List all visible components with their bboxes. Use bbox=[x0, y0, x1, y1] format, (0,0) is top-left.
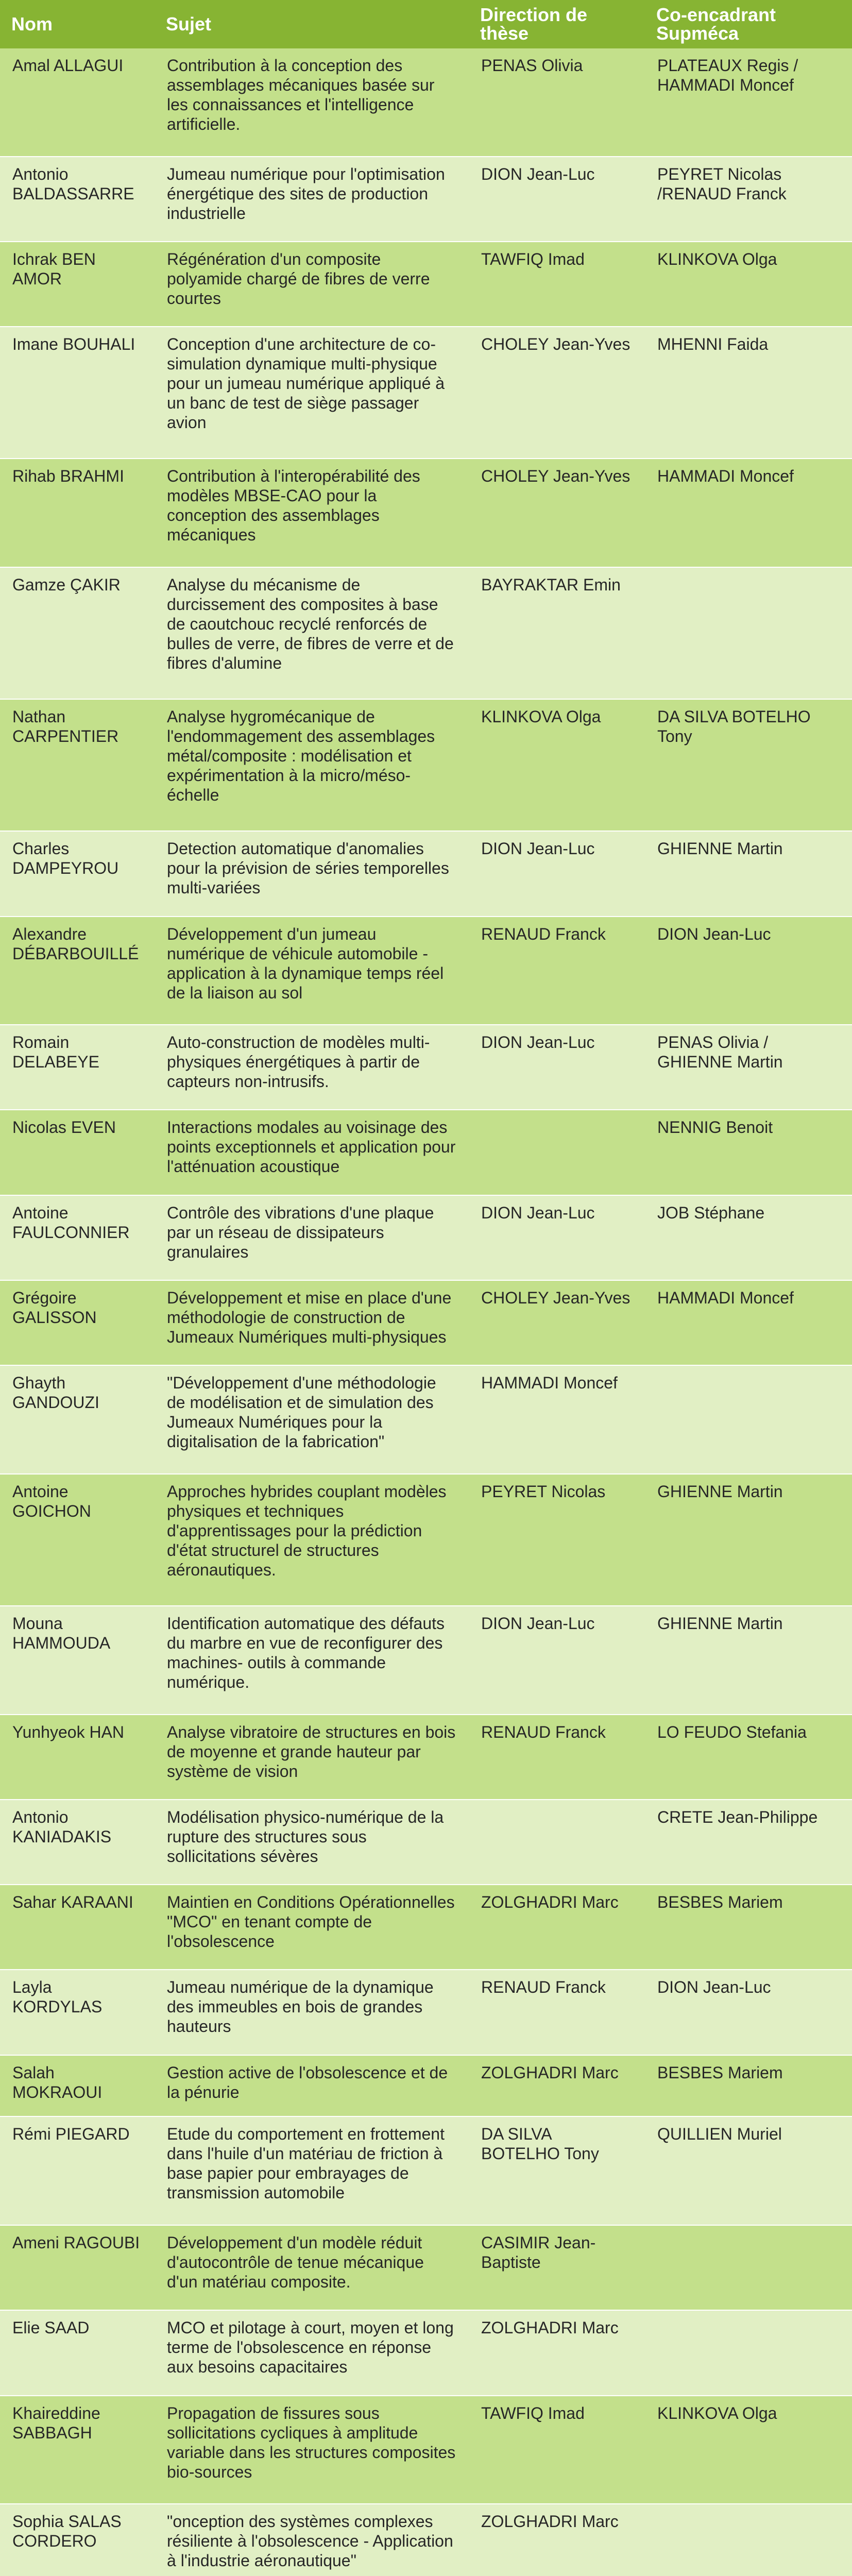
cell-coencadrant: HAMMADI Moncef bbox=[645, 459, 852, 567]
cell-sujet: Jumeau numérique pour l'optimisation énergétique des sites de production industrielle bbox=[155, 157, 469, 242]
cell-sujet: Analyse du mécanisme de durcissement des composites à base de caoutchouc recyclé renforcés de bulles de verre, de fibres de verre et de fibres d'alumine bbox=[155, 567, 469, 699]
cell-coencadrant: KLINKOVA Olga bbox=[645, 2396, 852, 2504]
table-row bbox=[0, 1606, 852, 1715]
cell-coencadrant: QUILLIEN Muriel bbox=[645, 2116, 852, 2225]
cell-sujet: Développement d'un modèle réduit d'autocontrôle de tenue mécanique d'un matériau composite. bbox=[155, 2225, 469, 2310]
cell-direction: DION Jean-Luc bbox=[469, 831, 645, 916]
cell-coencadrant bbox=[645, 2310, 852, 2395]
cell-direction: RENAUD Franck bbox=[469, 917, 645, 1025]
table-row bbox=[0, 327, 852, 459]
cell-nom: Elie SAAD bbox=[0, 2310, 155, 2395]
table-row bbox=[0, 1800, 852, 1885]
table-row bbox=[0, 2055, 852, 2117]
cell-nom: Antoine GOICHON bbox=[0, 1474, 155, 1606]
cell-nom: Charles DAMPEYROU bbox=[0, 831, 155, 916]
table-row bbox=[0, 157, 852, 242]
table-row bbox=[0, 1474, 852, 1606]
cell-coencadrant: GHIENNE Martin bbox=[645, 831, 852, 916]
cell-sujet: "Développement d'une méthodologie de modélisation et de simulation des Jumeaux Numériques pour la digitalisation de la fabrication" bbox=[155, 1365, 469, 1474]
cell-coencadrant: HAMMADI Moncef bbox=[645, 1280, 852, 1365]
cell-sujet: MCO et pilotage à court, moyen et long terme de l'obsolescence en réponse aux besoins capacitaires bbox=[155, 2310, 469, 2395]
header-nom: Nom bbox=[0, 0, 155, 48]
table-row bbox=[0, 2504, 852, 2576]
cell-coencadrant: BESBES Mariem bbox=[645, 2055, 852, 2117]
cell-direction: BAYRAKTAR Emin bbox=[469, 567, 645, 699]
cell-nom: Sahar KARAANI bbox=[0, 1885, 155, 1970]
cell-sujet: Contribution à l'interopérabilité des modèles MBSE-CAO pour la conception des assemblages mécaniques bbox=[155, 459, 469, 567]
table-row bbox=[0, 2310, 852, 2395]
cell-sujet: Jumeau numérique de la dynamique des immeubles en bois de grandes hauteurs bbox=[155, 1970, 469, 2055]
cell-sujet: Modélisation physico-numérique de la rupture des structures sous sollicitations sévères bbox=[155, 1800, 469, 1885]
cell-coencadrant: GHIENNE Martin bbox=[645, 1606, 852, 1715]
table-row bbox=[0, 242, 852, 327]
header-direction: Direction de thèse bbox=[469, 0, 645, 48]
cell-nom: Sophia SALAS CORDERO bbox=[0, 2504, 155, 2576]
table-row bbox=[0, 2396, 852, 2504]
table-row bbox=[0, 831, 852, 916]
table-row bbox=[0, 1110, 852, 1195]
cell-coencadrant: DA SILVA BOTELHO Tony bbox=[645, 699, 852, 831]
cell-direction: DA SILVA BOTELHO Tony bbox=[469, 2116, 645, 2225]
cell-sujet: Développement d'un jumeau numérique de véhicule automobile - application à la dynamique temps réel de la liaison au sol bbox=[155, 917, 469, 1025]
cell-nom: Antonio KANIADAKIS bbox=[0, 1800, 155, 1885]
cell-sujet: Etude du comportement en frottement dans l'huile d'un matériau de friction à base papier pour embrayages de transmission automobile bbox=[155, 2116, 469, 2225]
cell-coencadrant: CRETE Jean-Philippe bbox=[645, 1800, 852, 1885]
cell-sujet: Développement et mise en place d'une méthodologie de construction de Jumeaux Numériques multi-physiques bbox=[155, 1280, 469, 1365]
cell-direction: DION Jean-Luc bbox=[469, 1606, 645, 1715]
table-row bbox=[0, 459, 852, 567]
cell-direction: ZOLGHADRI Marc bbox=[469, 2310, 645, 2395]
cell-sujet: Maintien en Conditions Opérationnelles "MCO" en tenant compte de l'obsolescence bbox=[155, 1885, 469, 1970]
cell-coencadrant bbox=[645, 2225, 852, 2310]
cell-sujet: Gestion active de l'obsolescence et de la pénurie bbox=[155, 2055, 469, 2117]
cell-nom: Salah MOKRAOUI bbox=[0, 2055, 155, 2117]
cell-sujet: Contrôle des vibrations d'une plaque par un réseau de dissipateurs granulaires bbox=[155, 1195, 469, 1280]
cell-sujet: Identification automatique des défauts du marbre en vue de reconfigurer des machines- outils à commande numérique. bbox=[155, 1606, 469, 1715]
table-row bbox=[0, 1280, 852, 1365]
cell-direction: ZOLGHADRI Marc bbox=[469, 1885, 645, 1970]
cell-nom: Amal ALLAGUI bbox=[0, 48, 155, 157]
cell-direction: KLINKOVA Olga bbox=[469, 699, 645, 831]
cell-direction: PENAS Olivia bbox=[469, 48, 645, 157]
cell-coencadrant: MHENNI Faida bbox=[645, 327, 852, 459]
cell-direction: CASIMIR Jean-Baptiste bbox=[469, 2225, 645, 2310]
cell-sujet: Analyse hygromécanique de l'endommagement des assemblages métal/composite : modélisation et expérimentation à la micro/méso-échelle bbox=[155, 699, 469, 831]
cell-direction: DION Jean-Luc bbox=[469, 1195, 645, 1280]
cell-coencadrant: KLINKOVA Olga bbox=[645, 242, 852, 327]
cell-coencadrant: LO FEUDO Stefania bbox=[645, 1715, 852, 1800]
cell-coencadrant: PENAS Olivia / GHIENNE Martin bbox=[645, 1025, 852, 1110]
table-row bbox=[0, 48, 852, 157]
cell-nom: Ichrak BEN AMOR bbox=[0, 242, 155, 327]
cell-coencadrant: GHIENNE Martin bbox=[645, 1474, 852, 1606]
cell-sujet: Approches hybrides couplant modèles physiques et techniques d'apprentissages pour la prédiction d'état structurel de structures aéronautiques. bbox=[155, 1474, 469, 1606]
cell-sujet: Interactions modales au voisinage des points exceptionnels et application pour l'atténuation acoustique bbox=[155, 1110, 469, 1195]
table-row bbox=[0, 1885, 852, 1970]
cell-coencadrant: NENNIG Benoit bbox=[645, 1110, 852, 1195]
cell-direction bbox=[469, 1110, 645, 1195]
cell-direction: RENAUD Franck bbox=[469, 1970, 645, 2055]
table-row bbox=[0, 1195, 852, 1280]
cell-sujet: Auto-construction de modèles multi-physiques énergétiques à partir de capteurs non-intrusifs. bbox=[155, 1025, 469, 1110]
cell-sujet: Conception d'une architecture de co-simulation dynamique multi-physique pour un jumeau numérique appliqué à un banc de test de siège passager avion bbox=[155, 327, 469, 459]
cell-nom: Nathan CARPENTIER bbox=[0, 699, 155, 831]
table-row bbox=[0, 1365, 852, 1474]
cell-nom: Khaireddine SABBAGH bbox=[0, 2396, 155, 2504]
cell-nom: Alexandre DÉBARBOUILLÉ bbox=[0, 917, 155, 1025]
cell-direction: ZOLGHADRI Marc bbox=[469, 2055, 645, 2117]
cell-direction bbox=[469, 1800, 645, 1885]
cell-direction: DION Jean-Luc bbox=[469, 1025, 645, 1110]
table-body bbox=[0, 48, 852, 2576]
cell-direction: CHOLEY Jean-Yves bbox=[469, 327, 645, 459]
cell-sujet: Régénération d'un composite polyamide chargé de fibres de verre courtes bbox=[155, 242, 469, 327]
cell-coencadrant bbox=[645, 1365, 852, 1474]
cell-direction: HAMMADI Moncef bbox=[469, 1365, 645, 1474]
cell-coencadrant bbox=[645, 2504, 852, 2576]
cell-coencadrant: JOB Stéphane bbox=[645, 1195, 852, 1280]
cell-direction: RENAUD Franck bbox=[469, 1715, 645, 1800]
cell-coencadrant: BESBES Mariem bbox=[645, 1885, 852, 1970]
cell-nom: Layla KORDYLAS bbox=[0, 1970, 155, 2055]
table-row bbox=[0, 2116, 852, 2225]
cell-nom: Nicolas EVEN bbox=[0, 1110, 155, 1195]
cell-coencadrant: PLATEAUX Regis / HAMMADI Moncef bbox=[645, 48, 852, 157]
cell-sujet: Analyse vibratoire de structures en bois de moyenne et grande hauteur par système de vision bbox=[155, 1715, 469, 1800]
cell-nom: Antoine FAULCONNIER bbox=[0, 1195, 155, 1280]
cell-nom: Imane BOUHALI bbox=[0, 327, 155, 459]
table-row bbox=[0, 567, 852, 699]
header-coencadrant: Co-encadrant Supméca bbox=[645, 0, 852, 48]
cell-sujet: Contribution à la conception des assemblages mécaniques basée sur les connaissances et l'intelligence artificielle. bbox=[155, 48, 469, 157]
cell-nom: Grégoire GALISSON bbox=[0, 1280, 155, 1365]
table-row bbox=[0, 1715, 852, 1800]
cell-nom: Mouna HAMMOUDA bbox=[0, 1606, 155, 1715]
header-sujet: Sujet bbox=[155, 0, 469, 48]
cell-nom: Yunhyeok HAN bbox=[0, 1715, 155, 1800]
cell-sujet: Propagation de fissures sous sollicitations cycliques à amplitude variable dans les structures composites bio-sources bbox=[155, 2396, 469, 2504]
cell-nom: Rémi PIEGARD bbox=[0, 2116, 155, 2225]
table-row bbox=[0, 917, 852, 1025]
cell-nom: Gamze ÇAKIR bbox=[0, 567, 155, 699]
table-row bbox=[0, 699, 852, 831]
table-row bbox=[0, 1025, 852, 1110]
header-row bbox=[0, 0, 852, 48]
cell-direction: TAWFIQ Imad bbox=[469, 2396, 645, 2504]
cell-direction: CHOLEY Jean-Yves bbox=[469, 459, 645, 567]
table-row bbox=[0, 2225, 852, 2310]
cell-direction: DION Jean-Luc bbox=[469, 157, 645, 242]
table-header bbox=[0, 0, 852, 48]
table-row bbox=[0, 1970, 852, 2055]
cell-direction: CHOLEY Jean-Yves bbox=[469, 1280, 645, 1365]
cell-direction: TAWFIQ Imad bbox=[469, 242, 645, 327]
cell-coencadrant: DION Jean-Luc bbox=[645, 917, 852, 1025]
cell-coencadrant: PEYRET Nicolas /RENAUD Franck bbox=[645, 157, 852, 242]
cell-sujet: "onception des systèmes complexes résiliente à l'obsolescence - Application à l'industrie aéronautique" bbox=[155, 2504, 469, 2576]
cell-sujet: Detection automatique d'anomalies pour la prévision de séries temporelles multi-variées bbox=[155, 831, 469, 916]
cell-nom: Antonio BALDASSARRE bbox=[0, 157, 155, 242]
cell-direction: ZOLGHADRI Marc bbox=[469, 2504, 645, 2576]
cell-direction: PEYRET Nicolas bbox=[469, 1474, 645, 1606]
cell-coencadrant bbox=[645, 567, 852, 699]
cell-nom: Rihab BRAHMI bbox=[0, 459, 155, 567]
cell-nom: Romain DELABEYE bbox=[0, 1025, 155, 1110]
cell-coencadrant: DION Jean-Luc bbox=[645, 1970, 852, 2055]
cell-nom: Ameni RAGOUBI bbox=[0, 2225, 155, 2310]
cell-nom: Ghayth GANDOUZI bbox=[0, 1365, 155, 1474]
